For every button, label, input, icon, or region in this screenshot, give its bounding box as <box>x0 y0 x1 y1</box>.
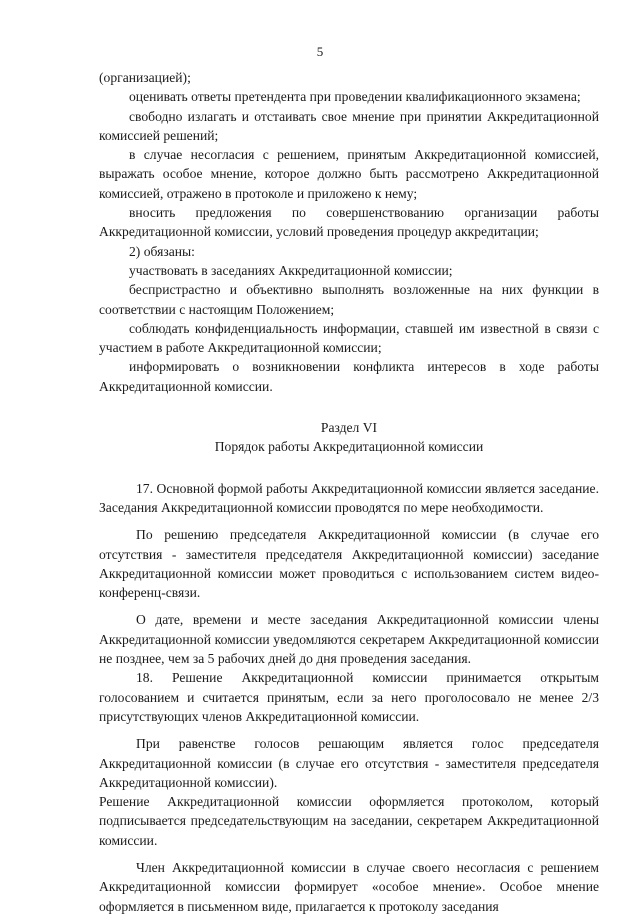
paragraph: свободно излагать и отстаивать свое мнение при принятии Аккредитационной комиссией решений; <box>99 108 599 143</box>
section-heading: Раздел VI <box>320 420 378 436</box>
paragraph: 2) обязаны: <box>129 243 195 259</box>
document-body <box>99 68 599 916</box>
paragraph: О дате, времени и месте заседания Аккредитационной комиссии члены Аккредитационной комиссии уведомляются секретарем Аккредитационной комиссии не позднее, чем за 5 рабочих дней до дня проведения заседания. <box>99 612 599 667</box>
page-number: 5 <box>316 44 324 59</box>
paragraph: 18. Решение Аккредитационной комиссии принимается открытым голосованием и считается принятым, если за него проголосовало не менее 2/3 присутствующих членов Аккредитационной комиссии. <box>99 670 599 724</box>
paragraph: в случае несогласия с решением, принятым Аккредитационной комиссией, выражать особое мнение, которое должно быть рассмотрено Аккредитационной комиссией, отражено в протоколе и приложено к нему; <box>99 147 599 201</box>
paragraph: Член Аккредитационной комиссии в случае своего несогласия с решением Аккредитационной комиссии формирует «особое мнение». Особое мнение оформляется в письменном виде, прилагается к протоколу заседания <box>99 859 599 914</box>
section-title: Порядок работы Аккредитационной комиссии <box>214 439 484 455</box>
paragraph: беспристрастно и объективно выполнять возложенные на них функции в соответствии с настоящим Положением; <box>99 282 599 317</box>
paragraph: информировать о возникновении конфликта интересов в ходе работы Аккредитационной комиссии. <box>99 359 599 394</box>
paragraph: По решению председателя Аккредитационной комиссии (в случае его отсутствия - заместителя председателя Аккредитационной комиссии) заседание Аккредитационной комиссии может проводиться с использованием систем видео-конференц-связи. <box>99 527 599 601</box>
paragraph: Решение Аккредитационной комиссии оформляется протоколом, который подписывается председательствующим на заседании, секретарем Аккредитационной комиссии. <box>99 794 599 848</box>
paragraph: вносить предложения по совершенствованию организации работы Аккредитационной комиссии, условий проведения процедур аккредитации; <box>99 205 599 240</box>
paragraph: участвовать в заседаниях Аккредитационной комиссии; <box>129 262 453 278</box>
paragraph: соблюдать конфиденциальность информации, ставшей им известной в связи с участием в работе Аккредитационной комиссии; <box>99 320 599 356</box>
paragraph: При равенстве голосов решающим является голос председателя Аккредитационной комиссии (в случае его отсутствия - заместителя председателя Аккредитационной комиссии). <box>99 736 599 790</box>
paragraph: 17. Основной формой работы Аккредитационной комиссии является заседание. Заседания Аккредитационной комиссии проводятся по мере необходимости. <box>99 480 599 515</box>
paragraph: оценивать ответы претендента при проведении квалификационного экзамена; <box>129 89 581 105</box>
paragraph: (организацией); <box>99 70 191 85</box>
